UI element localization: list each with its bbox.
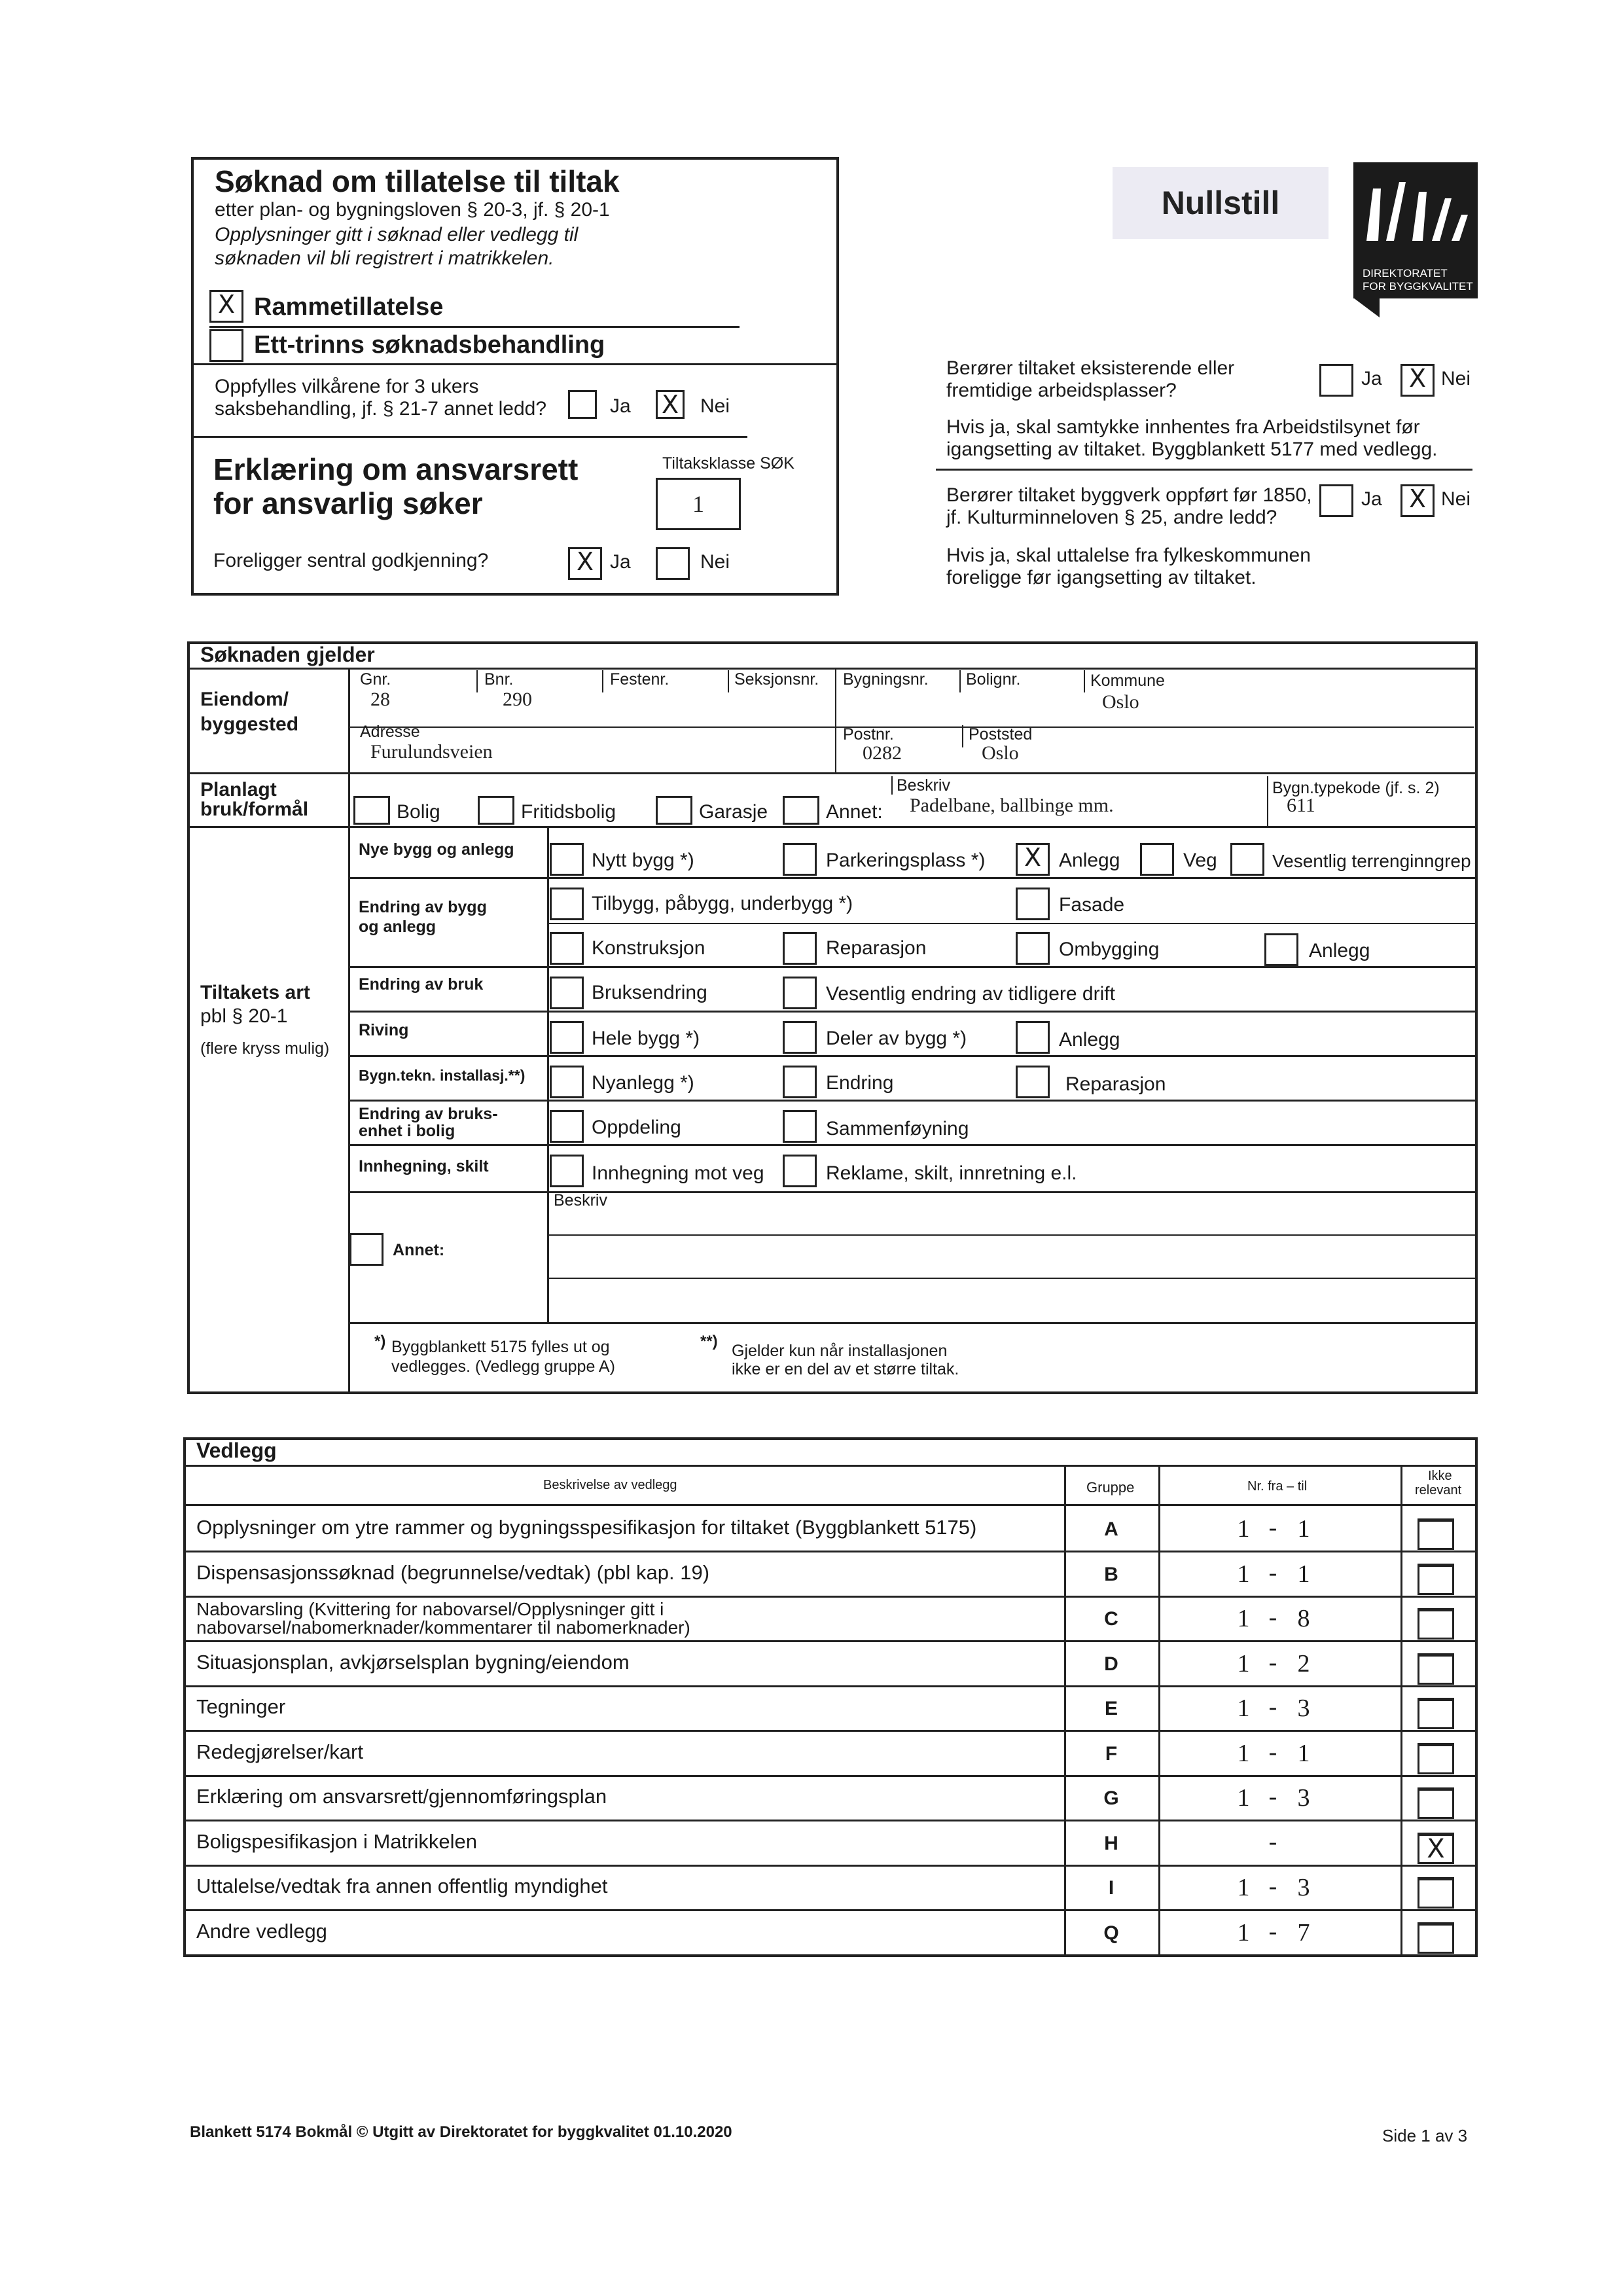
fylke-note-1: Hvis ja, skal uttalelse fra fylkeskommunen	[946, 545, 1311, 566]
poststed-value[interactable]: Oslo	[982, 742, 1019, 764]
vilkar-nei-checkbox[interactable]: X	[656, 390, 685, 419]
vilkar-question-1: Oppfylles vilkårene for 3 ukers	[215, 376, 479, 397]
byggverk-ja-checkbox[interactable]	[1319, 484, 1353, 517]
ett-trinns-label: Ett-trinns søknadsbehandling	[254, 331, 605, 359]
attachment-from[interactable]: 1	[1237, 1605, 1250, 1632]
anlegg-endring-label: Anlegg	[1309, 940, 1370, 961]
logo-text-1: DIREKTORATET	[1363, 267, 1448, 279]
bnr-value[interactable]: 290	[503, 689, 532, 710]
reparasjon-checkbox[interactable]	[783, 932, 817, 965]
attachment-description: Boligspesifikasjon i Matrikkelen	[196, 1830, 478, 1853]
hele-bygg-checkbox[interactable]	[550, 1021, 584, 1054]
ikke-relevant-checkbox[interactable]: X	[1418, 1833, 1454, 1864]
tiltak-label-1: Tiltakets art	[200, 982, 310, 1003]
arbeidsplasser-question-1: Berører tiltaket eksisterende eller	[946, 357, 1235, 379]
attachment-description: Erklæring om ansvarsrett/gjennomføringsplan	[196, 1785, 607, 1808]
attachment-range-separator: -	[1268, 1828, 1277, 1856]
footnote-2-line-2: ikke er en del av et større tiltak.	[732, 1360, 959, 1378]
endring-bygg-label-1: Endring av bygg	[359, 898, 487, 916]
table-row	[183, 1685, 1478, 1730]
divider	[548, 923, 1478, 924]
col-gruppe-header: Gruppe	[1086, 1479, 1135, 1496]
arbeidsplasser-nei-checkbox[interactable]: X	[1400, 364, 1435, 397]
veg-label: Veg	[1183, 850, 1217, 871]
tiltaksklasse-field[interactable]: 1	[656, 478, 741, 530]
divider	[348, 668, 350, 828]
vilkar-question-2: saksbehandling, jf. § 21-7 annet ledd?	[215, 398, 547, 420]
arbeidsplasser-question-2: fremtidige arbeidsplasser?	[946, 380, 1177, 401]
terrenginngrep-checkbox[interactable]	[1230, 843, 1264, 876]
attachment-range-separator: -	[1268, 1783, 1277, 1810]
sentral-nei-checkbox[interactable]	[656, 547, 690, 580]
arbeidstilsynet-note-1: Hvis ja, skal samtykke innhentes fra Arbeidstilsynet før	[946, 416, 1420, 438]
divider	[187, 826, 1478, 828]
attachment-range-separator: -	[1268, 1649, 1277, 1676]
rammetillatelse-checkbox[interactable]: X	[209, 290, 243, 323]
footnote-1-line-2: vedlegges. (Vedlegg gruppe A)	[391, 1357, 615, 1376]
konstruksjon-checkbox[interactable]	[550, 932, 584, 965]
divider	[348, 1322, 1478, 1324]
eiendom-label-2: byggested	[200, 713, 299, 735]
attachment-from[interactable]: 1	[1237, 1919, 1250, 1946]
divider	[476, 670, 478, 692]
ikke-relevant-checkbox[interactable]	[1418, 1922, 1454, 1954]
parkeringsplass-label: Parkeringsplass *)	[826, 850, 986, 871]
attachment-description: Situasjonsplan, avkjørselsplan bygning/eiendom	[196, 1651, 630, 1674]
nytt-bygg-label: Nytt bygg *)	[592, 850, 694, 871]
endring-bruk-label: Endring av bruk	[359, 975, 484, 994]
attachment-to[interactable]: 1	[1297, 1560, 1310, 1588]
byggverk-question-2: jf. Kulturminneloven § 25, andre ledd?	[946, 507, 1277, 528]
footnote-1-line-1: Byggblankett 5175 fylles ut og	[391, 1338, 610, 1356]
attachment-description-2: nabovarsel/nabomerknader/kommentarer til nabomerknader)	[196, 1617, 690, 1638]
attachment-range-separator: -	[1268, 1738, 1277, 1766]
attachment-to[interactable]: 3	[1297, 1874, 1310, 1901]
gnr-label: Gnr.	[360, 670, 391, 689]
attachment-to[interactable]: 1	[1297, 1740, 1310, 1767]
attachment-to[interactable]: 1	[1297, 1515, 1310, 1543]
ikke-relevant-checkbox[interactable]	[1418, 1608, 1454, 1640]
attachment-group: H	[1104, 1833, 1118, 1854]
attachment-from[interactable]: 1	[1237, 1740, 1250, 1767]
erklaering-title-1: Erklæring om ansvarsrett	[213, 452, 579, 486]
eiendom-label-1: Eiendom/	[200, 689, 289, 710]
ombygging-label: Ombygging	[1059, 939, 1160, 960]
divider	[547, 826, 549, 1323]
anlegg-riving-label: Anlegg	[1059, 1029, 1120, 1050]
rammetillatelse-label: Rammetillatelse	[254, 293, 444, 321]
annet-tiltak-checkbox[interactable]	[349, 1233, 383, 1266]
attachment-from[interactable]: 1	[1237, 1650, 1250, 1677]
vesentlig-endring-label: Vesentlig endring av tidligere drift	[826, 983, 1115, 1005]
attachment-to[interactable]: 7	[1297, 1919, 1310, 1946]
konstruksjon-label: Konstruksjon	[592, 937, 705, 959]
soknaden-title: Søknaden gjelder	[200, 643, 375, 666]
attachment-range-separator: -	[1268, 1918, 1277, 1945]
ombygging-checkbox[interactable]	[1016, 932, 1050, 965]
nei-label: Nei	[700, 395, 730, 417]
fylke-note-2: foreligge før igangsetting av tiltaket.	[946, 567, 1257, 588]
planlagt-label-1: Planlagt	[200, 779, 277, 800]
attachment-group: Q	[1103, 1922, 1119, 1944]
gnr-value[interactable]: 28	[370, 689, 390, 710]
nei-label: Nei	[1441, 488, 1471, 510]
divider	[348, 1055, 1478, 1057]
attachment-group: I	[1108, 1877, 1115, 1899]
nei-label: Nei	[700, 551, 730, 573]
ikke-relevant-checkbox[interactable]	[1418, 1653, 1454, 1685]
attachment-description: Nabovarsling (Kvittering for nabovarsel/Opplysninger gitt i	[196, 1599, 664, 1619]
bruksendring-checkbox[interactable]	[550, 977, 584, 1009]
deler-av-bygg-label: Deler av bygg *)	[826, 1028, 967, 1049]
dibk-logo	[1353, 162, 1478, 298]
bolig-label: Bolig	[397, 801, 440, 823]
reset-button[interactable]: Nullstill	[1113, 167, 1329, 239]
attachment-group: F	[1105, 1743, 1118, 1765]
attachment-group: E	[1104, 1698, 1118, 1719]
law-reference: etter plan- og bygningsloven § 20-3, jf. § 20-1	[215, 199, 610, 221]
ja-label: Ja	[1361, 488, 1382, 510]
attachment-group: C	[1104, 1608, 1118, 1630]
reklame-checkbox[interactable]	[783, 1155, 817, 1187]
postnr-label: Postnr.	[843, 725, 894, 744]
bolignr-label: Bolignr.	[966, 670, 1021, 689]
divider	[348, 1191, 1478, 1193]
divider	[191, 363, 839, 365]
table-row	[183, 1909, 1478, 1954]
endring-bruksenhet-label-2: enhet i bolig	[359, 1122, 455, 1140]
reparasjon-tekn-label: Reparasjon	[1065, 1073, 1166, 1095]
sammenfoyning-label: Sammenføyning	[826, 1118, 969, 1139]
divider	[728, 670, 729, 692]
parkeringsplass-checkbox[interactable]	[783, 843, 817, 876]
tiltaksklasse-label: Tiltaksklasse SØK	[662, 454, 794, 473]
sammenfoyning-checkbox[interactable]	[783, 1110, 817, 1143]
beskriv-label: Beskriv	[897, 776, 950, 795]
nye-bygg-label: Nye bygg og anlegg	[359, 840, 514, 859]
garasje-label: Garasje	[699, 801, 768, 823]
nyanlegg-checkbox[interactable]	[550, 1066, 584, 1098]
oppdeling-checkbox[interactable]	[550, 1110, 584, 1143]
divider	[835, 668, 836, 774]
divider	[348, 966, 1478, 968]
bygn-typekode-value[interactable]: 611	[1287, 795, 1315, 816]
bolig-checkbox[interactable]	[353, 796, 390, 825]
endring-bruksenhet-label-1: Endring av bruks-	[359, 1105, 498, 1123]
attachment-to[interactable]: 8	[1297, 1605, 1310, 1632]
divider	[891, 776, 893, 795]
footer-left: Blankett 5174 Bokmål © Utgitt av Direktoratet for byggkvalitet 01.10.2020	[190, 2123, 732, 2141]
ja-label: Ja	[610, 551, 631, 573]
innhegning-label: Innhegning mot veg	[592, 1162, 764, 1184]
anlegg-riving-checkbox[interactable]	[1016, 1021, 1050, 1054]
divider	[1084, 670, 1085, 692]
attachment-description: Tegninger	[196, 1695, 286, 1718]
annet-bruk-label: Annet:	[826, 801, 883, 823]
divider	[959, 670, 961, 692]
bygn-tekn-label: Bygn.tekn. installasj.**)	[359, 1067, 526, 1084]
divider	[191, 436, 747, 438]
divider	[348, 1100, 1478, 1102]
fasade-label: Fasade	[1059, 894, 1125, 916]
fritidsbolig-checkbox[interactable]	[478, 796, 514, 825]
endring-label: Endring	[826, 1072, 894, 1094]
divider	[602, 670, 603, 692]
attachment-group: G	[1103, 1787, 1119, 1809]
bnr-label: Bnr.	[484, 670, 514, 689]
anlegg-endring-checkbox[interactable]	[1264, 933, 1298, 966]
attachment-from[interactable]: 1	[1237, 1874, 1250, 1901]
innhegning-row-label: Innhegning, skilt	[359, 1157, 489, 1175]
vedlegg-title: Vedlegg	[196, 1439, 277, 1462]
annet-bruk-value[interactable]: Padelbane, ballbinge mm.	[910, 795, 1114, 816]
tiltak-label-3: (flere kryss mulig)	[200, 1039, 330, 1058]
ikke-relevant-checkbox[interactable]	[1418, 1518, 1454, 1550]
col-beskrivelse-header: Beskrivelse av vedlegg	[543, 1478, 677, 1492]
logo-text-2: FOR BYGGKVALITET	[1363, 280, 1473, 293]
seksjonsnr-label: Seksjonsnr.	[734, 670, 819, 689]
ikke-relevant-checkbox[interactable]	[1418, 1698, 1454, 1729]
tiltak-label-2: pbl § 20-1	[200, 1005, 288, 1027]
ja-label: Ja	[1361, 368, 1382, 389]
endring-checkbox[interactable]	[783, 1066, 817, 1098]
attachment-group: D	[1104, 1653, 1118, 1675]
attachment-description: Uttalelse/vedtak fra annen offentlig myndighet	[196, 1874, 608, 1897]
byggverk-nei-checkbox[interactable]: X	[1400, 484, 1435, 517]
attachment-from[interactable]: 1	[1237, 1784, 1250, 1812]
nytt-bygg-checkbox[interactable]	[550, 843, 584, 876]
veg-checkbox[interactable]	[1140, 843, 1174, 876]
footnote-star-2: **)	[700, 1333, 718, 1350]
annet-tiltak-input[interactable]	[550, 1194, 1472, 1321]
ja-label: Ja	[610, 395, 631, 417]
divider	[348, 826, 350, 1394]
ett-trinns-checkbox[interactable]	[209, 329, 243, 362]
logo-tail-icon	[1353, 298, 1386, 324]
riving-label: Riving	[359, 1021, 409, 1039]
fasade-checkbox[interactable]	[1016, 888, 1050, 920]
adresse-value[interactable]: Furulundsveien	[370, 741, 493, 762]
annet-bruk-checkbox[interactable]	[783, 796, 819, 825]
col-nr-header: Nr. fra – til	[1247, 1479, 1308, 1494]
erklaering-title-2: for ansvarlig søker	[213, 486, 483, 520]
attachment-to[interactable]: 3	[1297, 1695, 1310, 1722]
col-ikke-header-1: Ikke	[1428, 1469, 1452, 1483]
planlagt-label-2: bruk/formål	[200, 798, 309, 820]
bruksendring-label: Bruksendring	[592, 982, 707, 1003]
terrenginngrep-label: Vesentlig terrenginngrep	[1272, 851, 1471, 871]
tilbygg-label: Tilbygg, påbygg, underbygg *)	[592, 893, 853, 914]
ikke-relevant-checkbox[interactable]	[1418, 1787, 1454, 1819]
attachment-to[interactable]: 2	[1297, 1650, 1310, 1677]
festenr-label: Festenr.	[610, 670, 669, 689]
arbeidstilsynet-note-2: igangsetting av tiltaket. Byggblankett 5177 med vedlegg.	[946, 439, 1438, 460]
divider	[962, 725, 963, 747]
attachment-range-separator: -	[1268, 1514, 1277, 1541]
arbeidsplasser-ja-checkbox[interactable]	[1319, 364, 1353, 397]
sentral-godkjenning-question: Foreligger sentral godkjenning?	[213, 550, 489, 571]
annet-tiltak-label: Annet:	[393, 1241, 445, 1259]
attachment-range-separator: -	[1268, 1559, 1277, 1587]
tiltak-beskriv-label: Beskriv	[554, 1191, 607, 1210]
attachment-group: B	[1104, 1564, 1118, 1585]
ikke-relevant-checkbox[interactable]	[1418, 1564, 1454, 1595]
divider	[183, 1465, 1478, 1467]
attachment-from[interactable]: 1	[1237, 1695, 1250, 1722]
page-number: Side 1 av 3	[1382, 2126, 1468, 2145]
nei-label: Nei	[1441, 368, 1471, 389]
attachment-description: Opplysninger om ytre rammer og bygningsspesifikasjon for tiltaket (Byggblankett 5175)	[196, 1516, 977, 1539]
divider	[209, 326, 740, 328]
divider	[348, 1011, 1478, 1013]
attachment-range-separator: -	[1268, 1693, 1277, 1721]
reparasjon-label: Reparasjon	[826, 937, 927, 959]
hele-bygg-label: Hele bygg *)	[592, 1028, 700, 1049]
bygn-typekode-label: Bygn.typekode (jf. s. 2)	[1272, 779, 1440, 797]
kommune-value[interactable]: Oslo	[1102, 691, 1139, 713]
postnr-value[interactable]: 0282	[863, 742, 902, 764]
info-line-2: søknaden vil bli registrert i matrikkelen.	[215, 247, 554, 269]
attachment-group: A	[1104, 1518, 1118, 1540]
divider	[1267, 776, 1268, 827]
attachment-from[interactable]: 1	[1237, 1515, 1250, 1543]
vesentlig-endring-checkbox[interactable]	[783, 977, 817, 1009]
sentral-ja-checkbox[interactable]: X	[568, 547, 602, 580]
attachment-description: Redegjørelser/kart	[196, 1740, 363, 1763]
divider	[348, 726, 1474, 728]
divider	[348, 1144, 1478, 1146]
oppdeling-label: Oppdeling	[592, 1117, 681, 1138]
attachment-description: Andre vedlegg	[196, 1920, 327, 1943]
nyanlegg-label: Nyanlegg *)	[592, 1072, 694, 1094]
attachment-range-separator: -	[1268, 1604, 1277, 1631]
divider	[187, 668, 1478, 670]
garasje-checkbox[interactable]	[656, 796, 692, 825]
deler-av-bygg-checkbox[interactable]	[783, 1021, 817, 1054]
footnote-star-1: *)	[374, 1333, 386, 1350]
divider	[936, 469, 1472, 471]
col-ikke-header-2: relevant	[1415, 1483, 1462, 1498]
table-row	[183, 1730, 1478, 1775]
attachment-description: Dispensasjonssøknad (begrunnelse/vedtak) (pbl kap. 19)	[196, 1561, 710, 1584]
kommune-label: Kommune	[1090, 672, 1165, 690]
anlegg-nytt-label: Anlegg	[1059, 850, 1120, 871]
attachment-range-separator: -	[1268, 1873, 1277, 1900]
attachment-to[interactable]: 3	[1297, 1784, 1310, 1812]
fritidsbolig-label: Fritidsbolig	[521, 801, 616, 823]
logo-mark-icon	[1353, 162, 1478, 260]
adresse-label: Adresse	[360, 723, 420, 741]
form-title: Søknad om tillatelse til tiltak	[215, 164, 620, 198]
reparasjon-tekn-checkbox[interactable]	[1016, 1066, 1050, 1098]
bygningsnr-label: Bygningsnr.	[843, 670, 929, 689]
byggverk-question-1: Berører tiltaket byggverk oppført før 1850,	[946, 484, 1312, 506]
poststed-label: Poststed	[969, 725, 1033, 744]
tilbygg-checkbox[interactable]	[550, 888, 584, 920]
reklame-label: Reklame, skilt, innretning e.l.	[826, 1162, 1077, 1184]
ikke-relevant-checkbox[interactable]	[1418, 1877, 1454, 1909]
vilkar-ja-checkbox[interactable]	[568, 390, 597, 419]
endring-bygg-label-2: og anlegg	[359, 918, 437, 936]
attachment-from[interactable]: 1	[1237, 1560, 1250, 1588]
divider	[187, 772, 1478, 774]
divider	[348, 877, 1478, 879]
innhegning-checkbox[interactable]	[550, 1155, 584, 1187]
anlegg-nytt-checkbox[interactable]: X	[1016, 843, 1050, 876]
footnote-2-line-1: Gjelder kun når installasjonen	[732, 1342, 948, 1360]
info-line-1: Opplysninger gitt i søknad eller vedlegg til	[215, 224, 579, 245]
ikke-relevant-checkbox[interactable]	[1418, 1743, 1454, 1774]
